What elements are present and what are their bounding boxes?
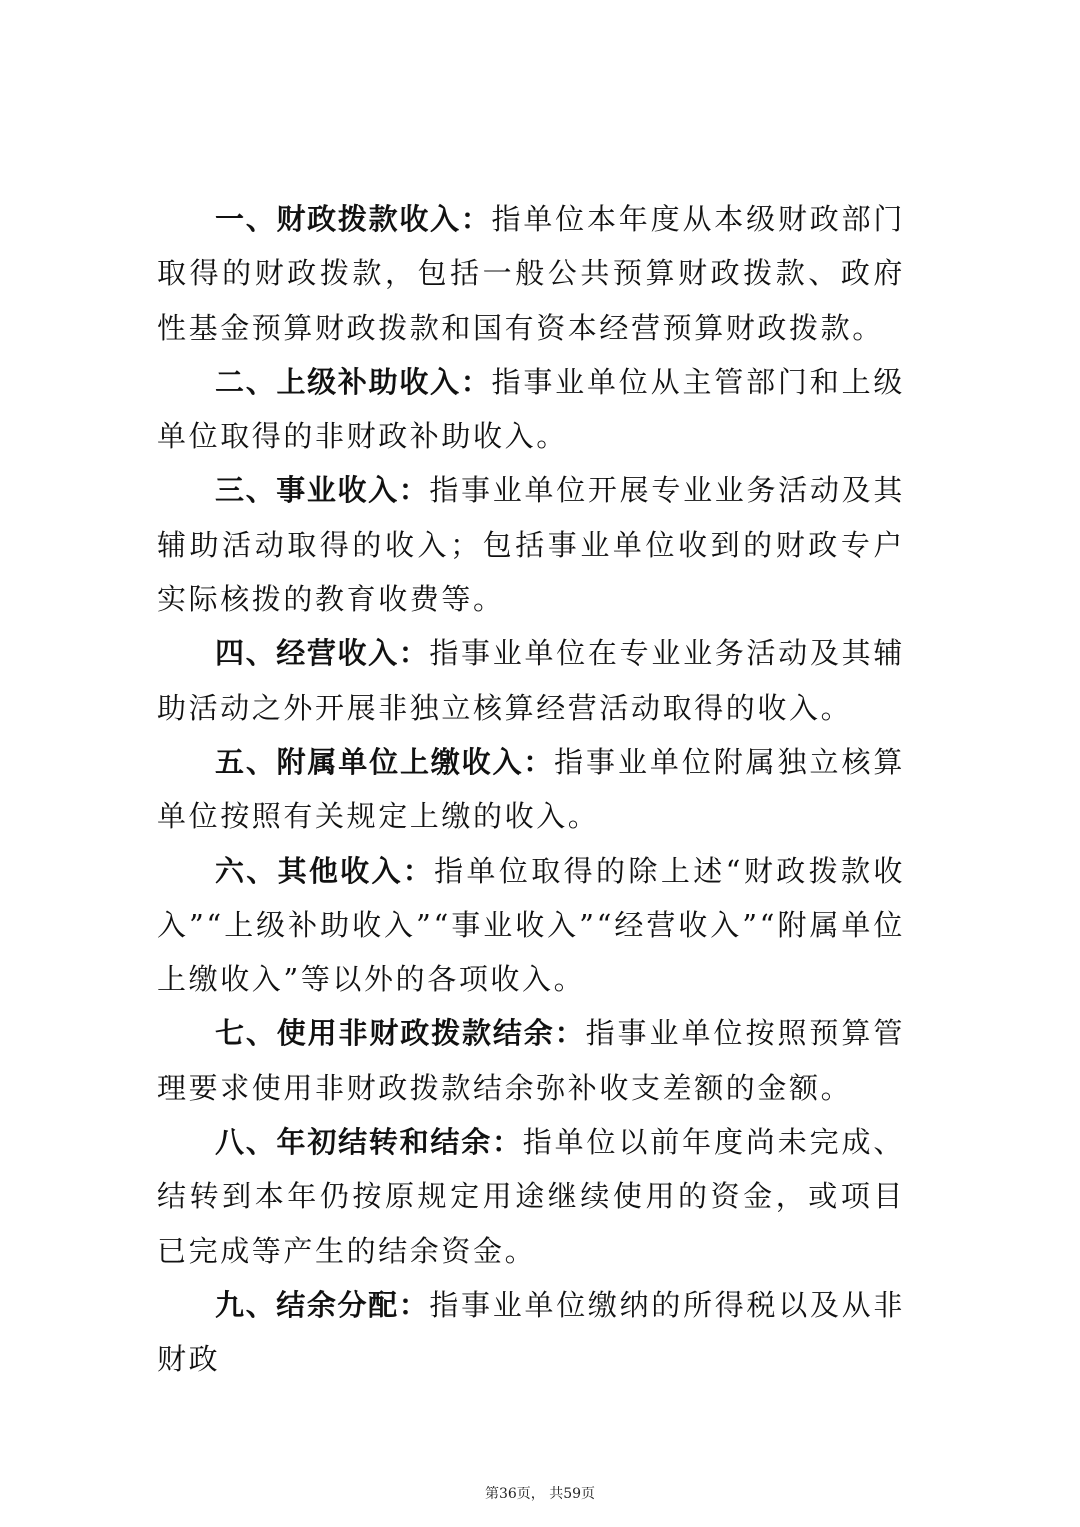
- section-3: [157, 463, 905, 626]
- section-4-text: 指事业单位在专业业务活动及其辅助活动之外开展非独立核算经营活动取得的收入。: [157, 636, 905, 725]
- section-2: [157, 355, 905, 464]
- section-7: [157, 1006, 905, 1115]
- section-4: [157, 626, 905, 735]
- section-3-text: 指事业单位开展专业业务活动及其辅助活动取得的收入；包括事业单位收到的财政专户实际核拨的教育收费等。: [157, 473, 905, 617]
- section-7-term: 七、使用非财政拨款结余：: [215, 1016, 586, 1051]
- section-8-text: 指单位以前年度尚未完成、结转到本年仍按原规定用途继续使用的资金，或项目已完成等产生的结余资金。: [157, 1125, 905, 1268]
- section-5-term: 五、附属单位上缴收入：: [215, 744, 555, 779]
- section-9-text: 指事业单位缴纳的所得税以及从非财政: [157, 1287, 905, 1377]
- section-1: [157, 192, 905, 355]
- section-9-term: 九、结余分配：: [215, 1287, 430, 1322]
- page-number-footer: 第36页， 共59页: [484, 1486, 596, 1502]
- section-5-text: 指事业单位附属独立核算单位按照有关规定上缴的收入。: [157, 744, 905, 834]
- section-6-text: 指单位取得的除上述“财政拨款收入”“上级补助收入”“事业收入”“经营收入”“附属单位上缴收入”等以外的各项收入。: [157, 853, 905, 997]
- section-8: [157, 1115, 905, 1278]
- section-8-term: 八、年初结转和结余：: [215, 1125, 523, 1160]
- section-6: [157, 844, 905, 1007]
- section-4-term: 四、经营收入：: [215, 636, 430, 671]
- section-2-text: 指事业单位从主管部门和上级单位取得的非财政补助收入。: [157, 364, 905, 454]
- section-1-term: 一、财政拨款收入：: [215, 202, 492, 236]
- section-9: [157, 1278, 905, 1387]
- document-body: [157, 192, 905, 1387]
- section-1-text: 指单位本年度从本级财政部门取得的财政拨款，包括一般公共预算财政拨款、政府性基金预算财政拨款和国有资本经营预算财政拨款。: [157, 202, 905, 345]
- section-7-text: 指事业单位按照预算管理要求使用非财政拨款结余弥补收支差额的金额。: [157, 1016, 905, 1105]
- section-6-term: 六、其他收入：: [215, 853, 435, 888]
- section-2-term: 二、上级补助收入：: [215, 364, 492, 399]
- section-3-term: 三、事业收入：: [215, 473, 430, 508]
- section-5: [157, 735, 905, 844]
